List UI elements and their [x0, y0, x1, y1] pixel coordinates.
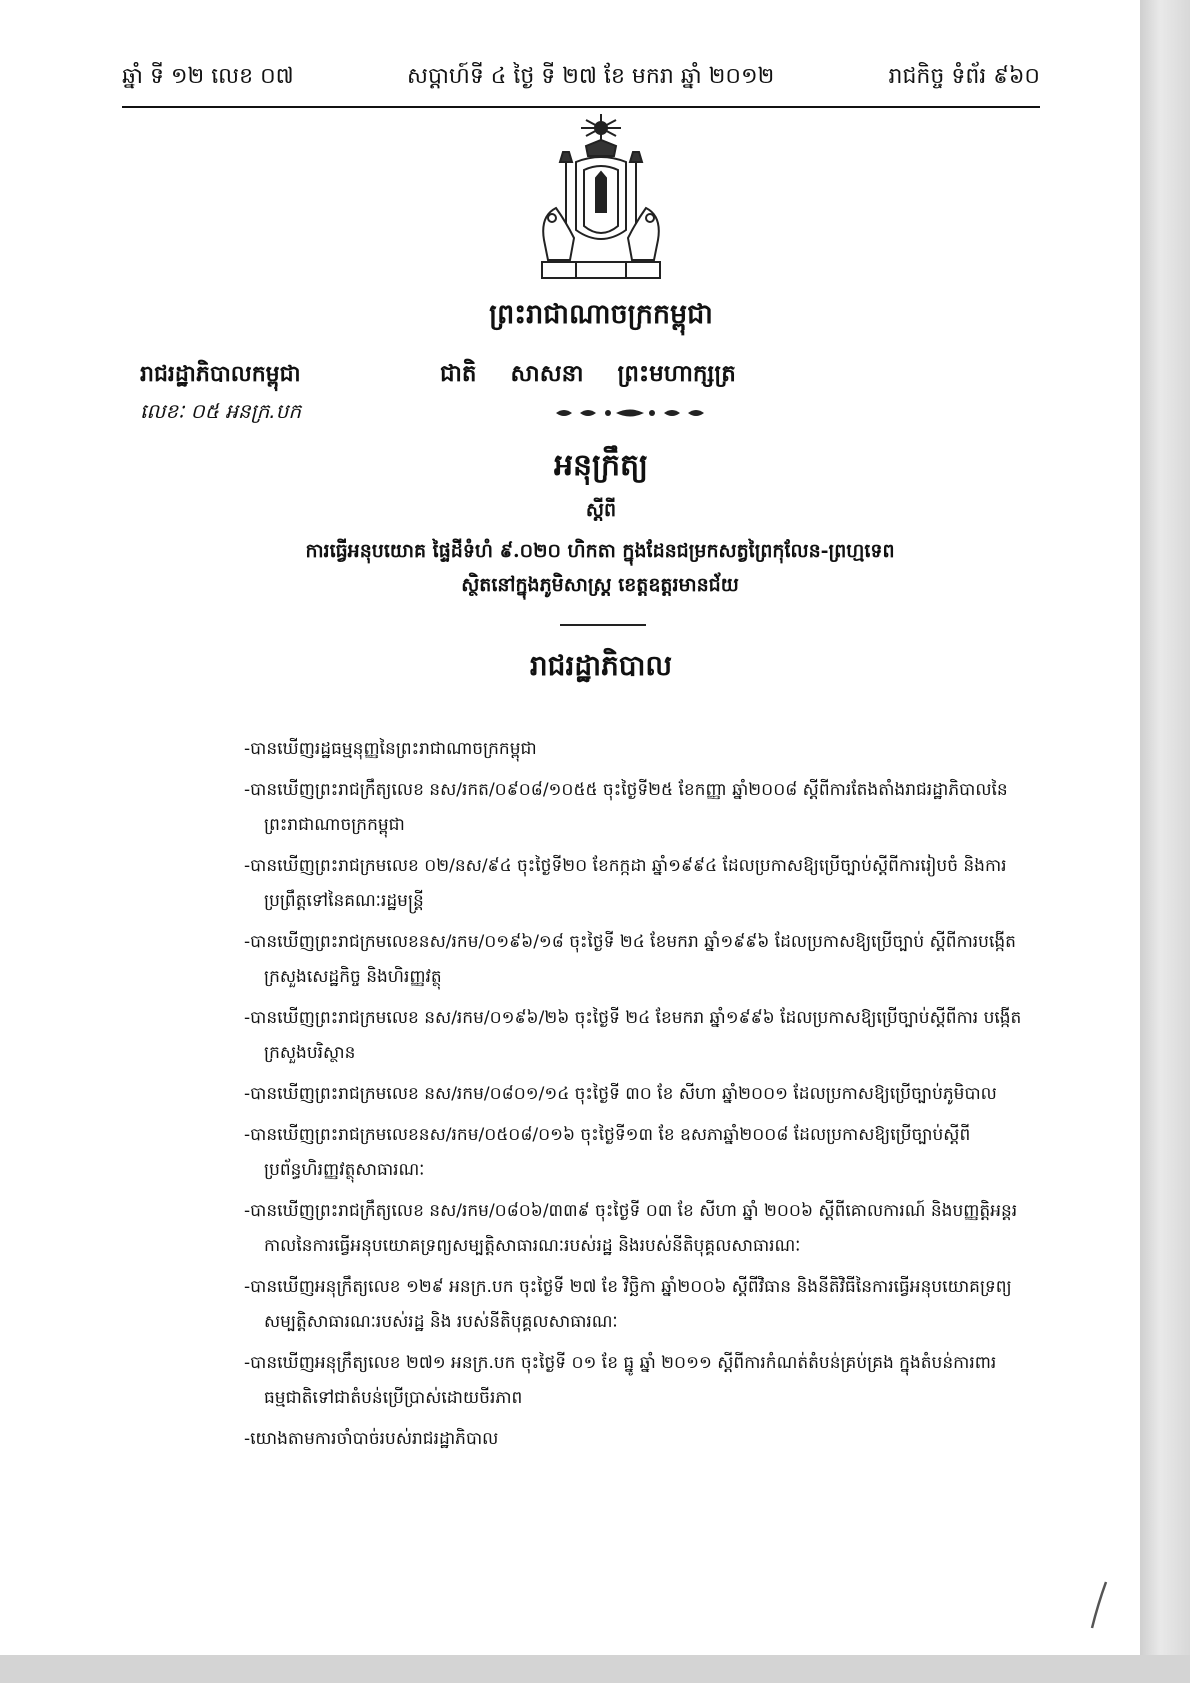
document-number: លេខៈ ០៥ អនក្រ.បក: [140, 399, 302, 423]
motto-king: ព្រះមហាក្សត្រ: [617, 360, 736, 387]
issuing-authority: រាជរដ្ឋាភិបាលកម្ពុជា: [140, 361, 301, 387]
document-title: អនុក្រឹត្យ: [553, 448, 649, 483]
gazette-page-number: រាជកិច្ច ទំព័រ ៩៦០: [888, 64, 1040, 89]
clause-item: -បានឃើញព្រះរាជក្រឹត្យលេខ នស/រកម/០៨០៦/៣៣៩ ចុះថ្ងៃទី ០៣ ខែ សីហា ឆ្នាំ ២០០៦ ស្តីពីគោលការណ៍ និងបញ្ញត្តិអន្តរកាលនៃការធ្វើអនុបយោគទ្រព្យសម្បត្តិសាធារណៈរបស់រដ្ឋ និងរបស់នីតិបុគ្គលសាធារណៈ: [244, 1201, 1018, 1256]
clause-item: -បានឃើញព្រះរាជក្រមលេខ ០២/នស/៩៤ ចុះថ្ងៃទី២០ ខែកក្កដា ឆ្នាំ១៩៩៤ ដែលប្រកាសឱ្យប្រើច្បាប់ស្តីពីការរៀបចំ និងការប្រព្រឹត្តទៅនៃគណៈរដ្ឋមន្ត្រី: [244, 856, 1007, 911]
pen-stroke-mark-icon: [1088, 1580, 1110, 1632]
royal-arms-emblem-icon: [536, 112, 666, 288]
clause-item: -បានឃើញព្រះរាជក្រមលេខ នស/រកម/០១៩៦/២៦ ចុះថ្ងៃទី ២៤ ខែមករា ឆ្នាំ១៩៩៦ ដែលប្រកាសឱ្យប្រើច្បាប់ស្តីពីការ បង្កើតក្រសួងបរិស្ថាន: [244, 1008, 1022, 1063]
subject-line: ស្ថិតនៅក្នុងភូមិសាស្ត្រ ខេត្តឧត្តរមានជ័យ: [461, 574, 739, 596]
kingdom-name: ព្រះរាជាណាចក្រកម្ពុជា: [489, 299, 713, 330]
motto-nation: ជាតិ: [440, 360, 477, 387]
clause-item: -បានឃើញអនុក្រឹត្យលេខ ២៧១ អនក្រ.បក ចុះថ្ងៃទី ០១ ខែ ធ្នូ ឆ្នាំ ២០១១ ស្តីពីការកំណត់តំបន់គ្រប់គ្រង ក្នុងតំបន់ការពារធម្មជាតិទៅជាតំបន់ប្រើប្រាស់ដោយចីរភាព: [244, 1353, 997, 1408]
clause-item: -យោងតាមការចាំបាច់របស់រាជរដ្ឋាភិបាល: [244, 1429, 499, 1449]
subject-divider: [560, 624, 646, 626]
clause-item: -បានឃើញរដ្ឋធម្មនុញ្ញនៃព្រះរាជាណាចក្រកម្ពុជា: [244, 739, 537, 759]
document-subject: [200, 534, 1000, 602]
subject-line: ការធ្វើអនុបយោគ ផ្ទៃដីទំហំ ៩.០២០ ហិកតា ក្នុងដែនជម្រកសត្វព្រៃកុលែន-ព្រហ្មទេព: [305, 540, 895, 562]
clause-item: -បានឃើញព្រះរាជក្រមលេខនស/រកម/០១៩៦/១៨ ចុះថ្ងៃទី ២៤ ខែមករា ឆ្នាំ១៩៩៦ ដែលប្រកាសឱ្យប្រើច្បាប់ ស្តីពីការបង្កើតក្រសួងសេដ្ឋកិច្ច និងហិរញ្ញវត្ថុ: [244, 932, 1016, 987]
ornament-divider-icon: [546, 406, 714, 420]
motto-religion: សាសនា: [510, 360, 584, 387]
gazette-date: សប្តាហ៍ទី ៤ ថ្ងៃ ទី ២៧ ខែ មករា ឆ្នាំ ២០១២: [407, 64, 775, 89]
clause-item: -បានឃើញព្រះរាជក្រឹត្យលេខ នស/រកត/០៩០៨/១០៥៥ ចុះថ្ងៃទី២៥ ខែកញ្ញា ឆ្នាំ២០០៨ ស្តីពីការតែងតាំងរាជរដ្ឋាភិបាលនៃព្រះរាជាណាចក្រកម្ពុជា: [244, 780, 1008, 835]
preamble-clauses: [244, 732, 1044, 1463]
clause-item: -បានឃើញព្រះរាជក្រមលេខនស/រកម/០៥០៨/០១៦ ចុះថ្ងៃទី១៣ ខែ ឧសភាឆ្នាំ២០០៨ ដែលប្រកាសឱ្យប្រើច្បាប់ស្តីពីប្រព័ន្ធហិរញ្ញវត្ថុសាធារណៈ: [244, 1125, 971, 1180]
gazette-header: [122, 62, 1040, 102]
scan-bottom-strip: [0, 1655, 1190, 1683]
government-heading: រាជរដ្ឋាភិបាល: [529, 649, 673, 682]
clause-item: -បានឃើញព្រះរាជក្រមលេខ នស/រកម/០៨០១/១៤ ចុះថ្ងៃទី ៣០ ខែ សីហា ឆ្នាំ២០០១ ដែលប្រកាសឱ្យប្រើច្បាប់ភូមិបាល: [244, 1084, 997, 1104]
page-edge-shadow: [1140, 0, 1190, 1683]
national-motto: [440, 360, 840, 393]
clause-item: -បានឃើញអនុក្រឹត្យលេខ ១២៩ អនក្រ.បក ចុះថ្ងៃទី ២៧ ខែ វិច្ឆិកា ឆ្នាំ២០០៦ ស្តីពីវិធាន និងនីតិវិធីនៃការធ្វើអនុបយោគទ្រព្យសម្បត្តិសាធារណៈរបស់រដ្ឋ និង របស់នីតិបុគ្គលសាធារណៈ: [244, 1277, 1012, 1332]
gazette-year-issue: ឆ្នាំ ទី ១២ លេខ ០៧: [122, 64, 294, 89]
concerning-label: ស្តីពី: [585, 499, 617, 521]
header-rule: [122, 106, 1040, 108]
